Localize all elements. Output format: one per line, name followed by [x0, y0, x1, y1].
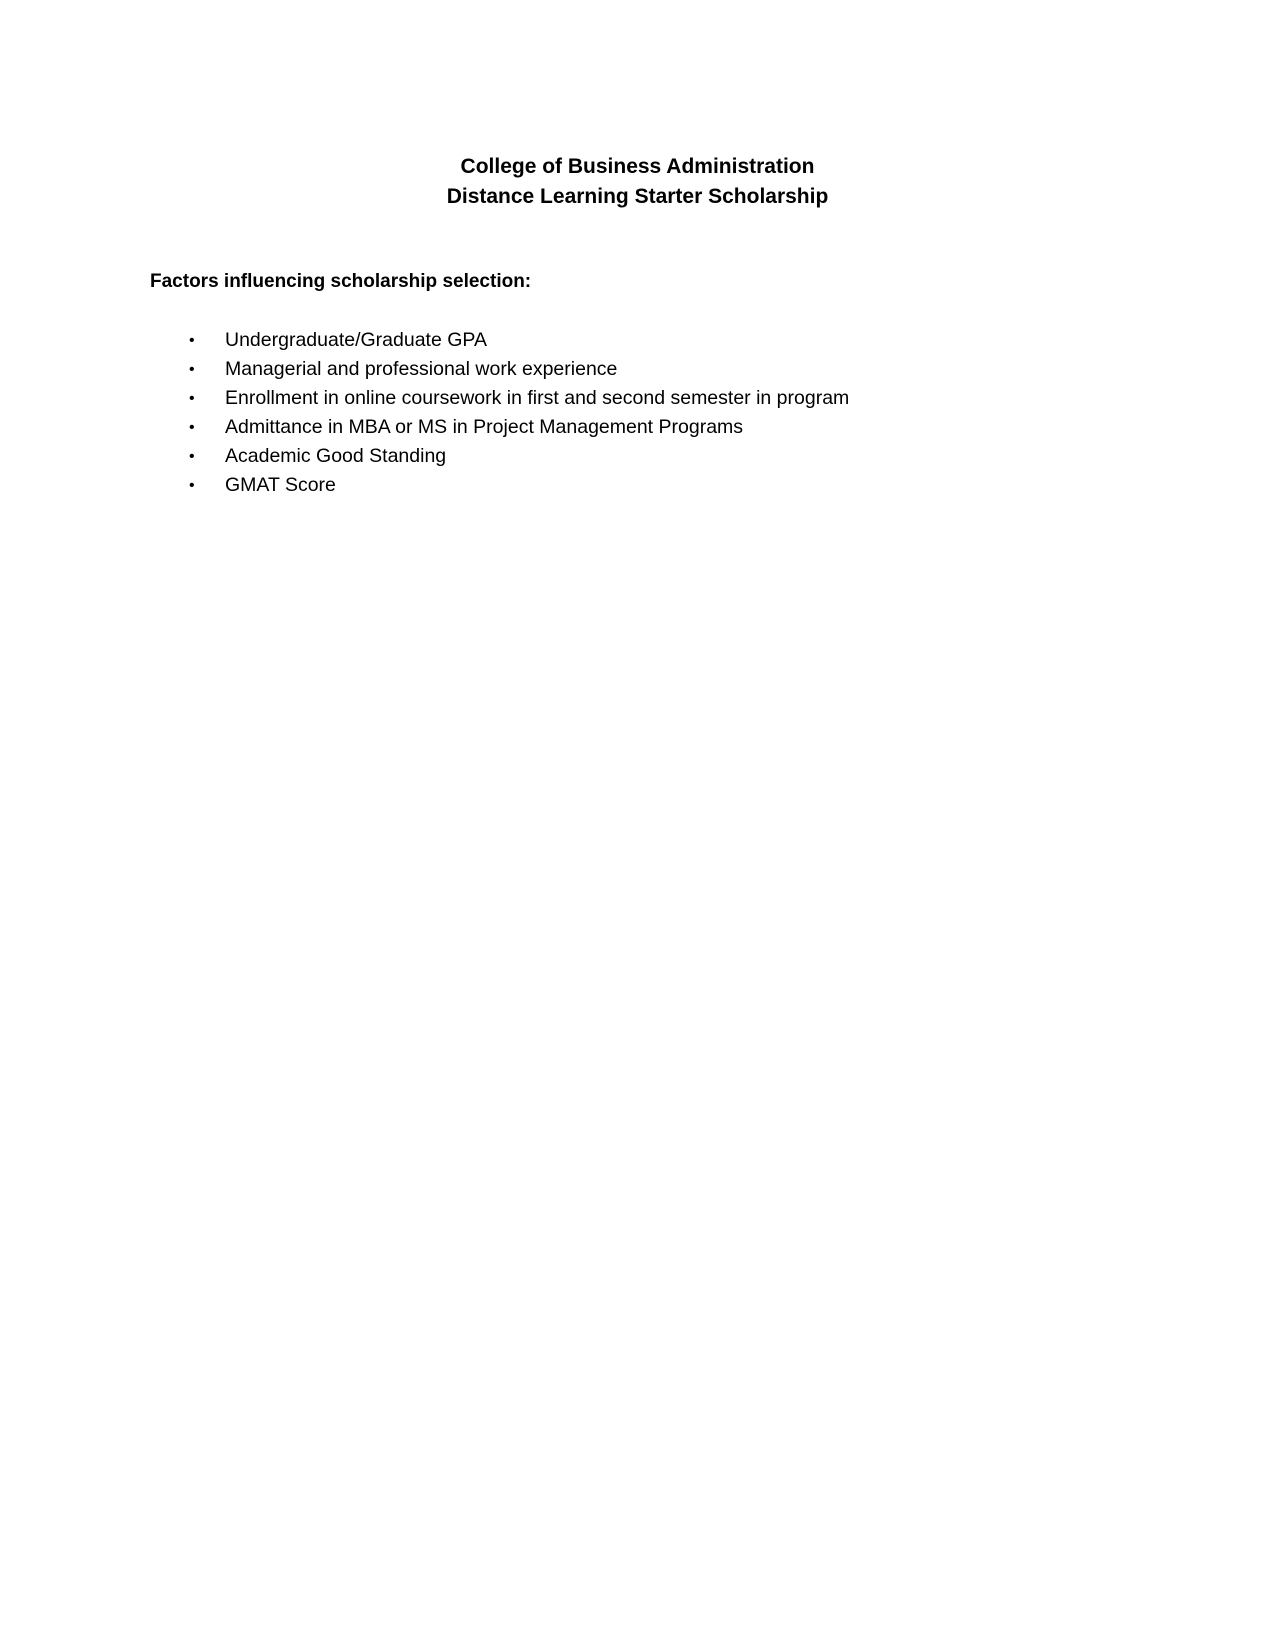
list-item [150, 384, 849, 413]
bullet-icon: • [189, 448, 195, 465]
bullet-icon: • [189, 332, 195, 349]
bullet-icon: • [189, 419, 195, 436]
list-item [150, 355, 849, 384]
title-college: College of Business Administration [460, 155, 815, 178]
section-heading: Factors influencing scholarship selection: [150, 271, 532, 292]
document-title [0, 152, 1275, 212]
bullet-icon: • [189, 361, 195, 378]
factor-text: Managerial and professional work experience [225, 358, 618, 380]
factor-text: Undergraduate/Graduate GPA [225, 329, 487, 351]
title-scholarship: Distance Learning Starter Scholarship [446, 185, 829, 208]
factor-list [150, 326, 849, 500]
list-item [150, 413, 849, 442]
factor-text: Academic Good Standing [225, 445, 447, 467]
bullet-icon: • [189, 477, 195, 494]
list-item [150, 326, 849, 355]
bullet-icon: • [189, 390, 195, 407]
list-item [150, 471, 849, 500]
list-item [150, 442, 849, 471]
factor-text: GMAT Score [225, 474, 336, 496]
factor-text: Admittance in MBA or MS in Project Management Programs [225, 416, 744, 438]
factor-text: Enrollment in online coursework in first and second semester in program [225, 387, 850, 409]
